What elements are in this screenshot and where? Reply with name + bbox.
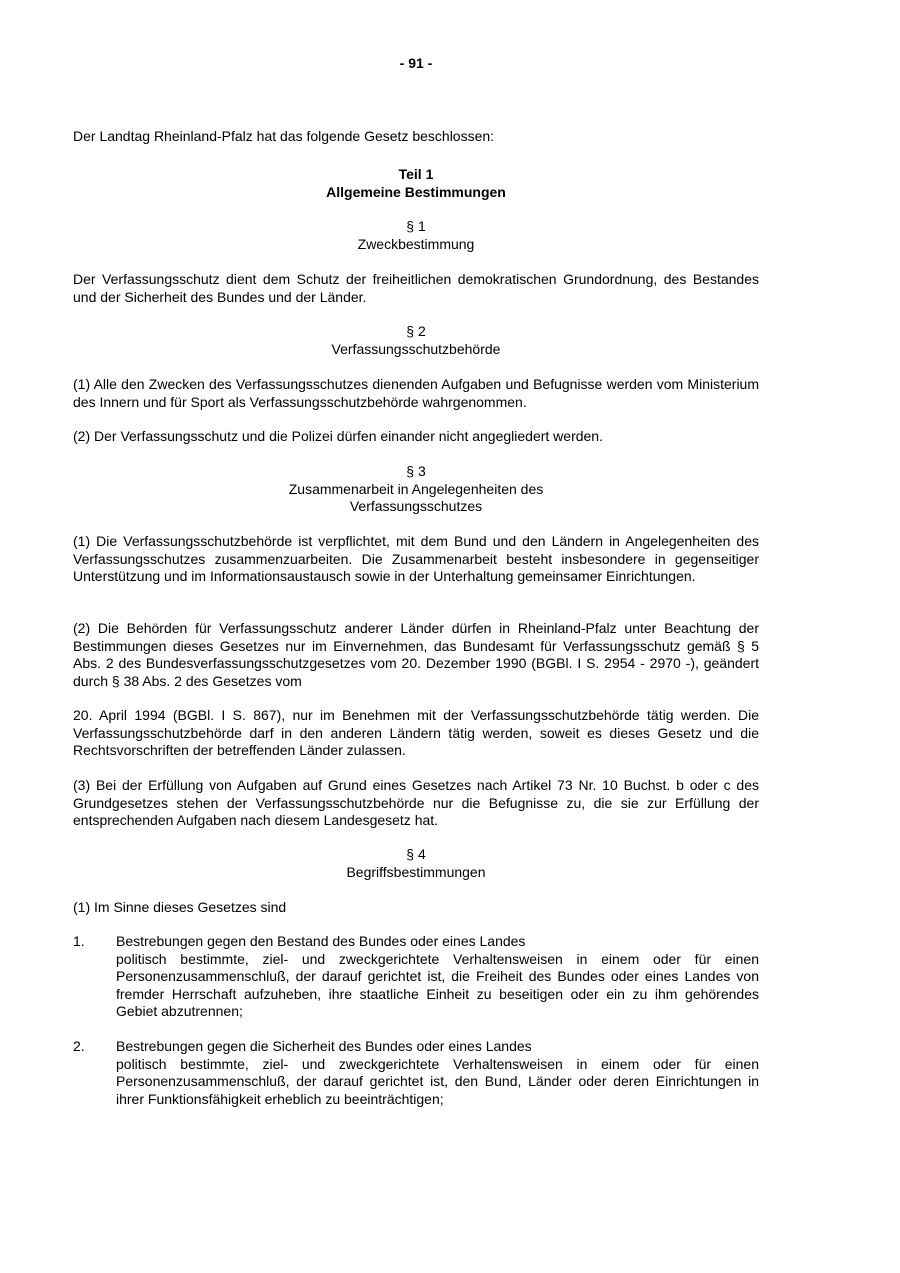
section-title-line-1: Zusammenarbeit in Angelegenheiten des	[288, 480, 544, 497]
section-title: Begriffsbestimmungen	[346, 863, 486, 880]
section-title: Verfassungsschutzbehörde	[331, 340, 501, 357]
section-symbol: § 3	[406, 463, 426, 479]
list-item	[73, 1038, 759, 1108]
section-3-paragraph-3: (3) Bei der Erfüllung von Aufgaben auf Grund eines Gesetzes nach Artikel 73 Nr. 10 Buchst. b oder c des Grundgesetzes stehen der Verfassungsschutzbehörde nur die Befugnisse zu, die sie zur Erfüllung der entsprechenden Aufgaben nach diesem Landesgesetz hat.	[73, 777, 759, 828]
section-4-heading	[73, 846, 759, 881]
list-item-text: politisch bestimmte, ziel- und zweckgerichtete Verhaltensweisen in einem oder für einen Personenzusammenschluß, der darauf gerichtet ist, die Freiheit des Bundes oder eines Landes von fremder Herrschaft aufzuheben, ihre staatliche Einheit zu beseitigen oder ein zu ihm gehörendes Gebiet abzutrennen;	[116, 950, 759, 1019]
intro-sentence: Der Landtag Rheinland-Pfalz hat das folgende Gesetz beschlossen:	[73, 128, 495, 144]
list-item-text: politisch bestimmte, ziel- und zweckgerichtete Verhaltensweisen in einem oder für einen Personenzusammenschluß, der darauf gerichtet ist, den Bund, Länder oder deren Einrichtungen in ihrer Funktionsfähigkeit erheblich zu beeinträchtigen;	[116, 1055, 759, 1107]
section-symbol: § 1	[406, 218, 426, 234]
part-number: Teil 1	[398, 166, 434, 182]
list-item-number: 2.	[73, 1038, 85, 1054]
section-title: Zweckbestimmung	[357, 235, 475, 252]
section-2-paragraph-1: (1) Alle den Zwecken des Verfassungsschutzes dienenden Aufgaben und Befugnisse werden vom Ministerium des Innern und für Sport als Verfassungsschutzbehörde wahrgenommen.	[73, 376, 759, 410]
section-4-paragraph-1: (1) Im Sinne dieses Gesetzes sind	[73, 899, 287, 915]
list-item-number: 1.	[73, 933, 85, 949]
list-item-lead: Bestrebungen gegen den Bestand des Bundes oder eines Landes	[116, 933, 526, 949]
list-item-lead: Bestrebungen gegen die Sicherheit des Bundes oder eines Landes	[116, 1038, 532, 1054]
section-1-heading	[73, 218, 759, 253]
page-number: - 91 -	[399, 55, 433, 71]
list-item	[73, 933, 759, 1021]
section-3-paragraph-1: (1) Die Verfassungsschutzbehörde ist verpflichtet, mit dem Bund und den Ländern in Angelegenheiten des Verfassungsschutzes zusammenzuarbeiten. Die Zusammenarbeit besteht insbesondere in gegenseitiger Unterstützung und im Informationsaustausch sowie in der Unterhaltung gemeinsamer Einrichtungen.	[73, 533, 759, 584]
part-title: Allgemeine Bestimmungen	[326, 184, 506, 200]
section-title-line-2: Verfassungsschutzes	[349, 498, 483, 514]
section-symbol: § 2	[406, 323, 426, 339]
section-3-heading	[73, 463, 759, 516]
list-item-body	[116, 933, 759, 1021]
section-1-paragraph: Der Verfassungsschutz dient dem Schutz der freiheitlichen demokratischen Grundordnung, des Bestandes und der Sicherheit des Bundes und der Länder.	[73, 271, 759, 305]
section-3-paragraph-2-continued: 20. April 1994 (BGBl. I S. 867), nur im Benehmen mit der Verfassungsschutzbehörde tätig werden. Die Verfassungsschutzbehörde darf in den anderen Ländern tätig werden, soweit es dieses Gesetz und die Rechtsvorschriften der betreffenden Länder zulassen.	[73, 707, 759, 758]
section-symbol: § 4	[406, 846, 426, 862]
part-heading	[73, 165, 759, 201]
list-item-body	[116, 1038, 759, 1108]
section-3-paragraph-2: (2) Die Behörden für Verfassungsschutz anderer Länder dürfen in Rheinland-Pfalz unter Beachtung der Bestimmungen dieses Gesetzes nur im Einvernehmen, das Bundesamt für Verfassungsschutz gemäß § 5 Abs. 2 des Bundesverfassungsschutzgesetzes vom 20. Dezember 1990 (BGBl. I S. 2954 - 2970 -), geändert durch § 38 Abs. 2 des Gesetzes vom	[73, 620, 759, 689]
section-2-paragraph-2: (2) Der Verfassungsschutz und die Polizei dürfen einander nicht angegliedert werden.	[73, 428, 603, 444]
section-2-heading	[73, 323, 759, 358]
